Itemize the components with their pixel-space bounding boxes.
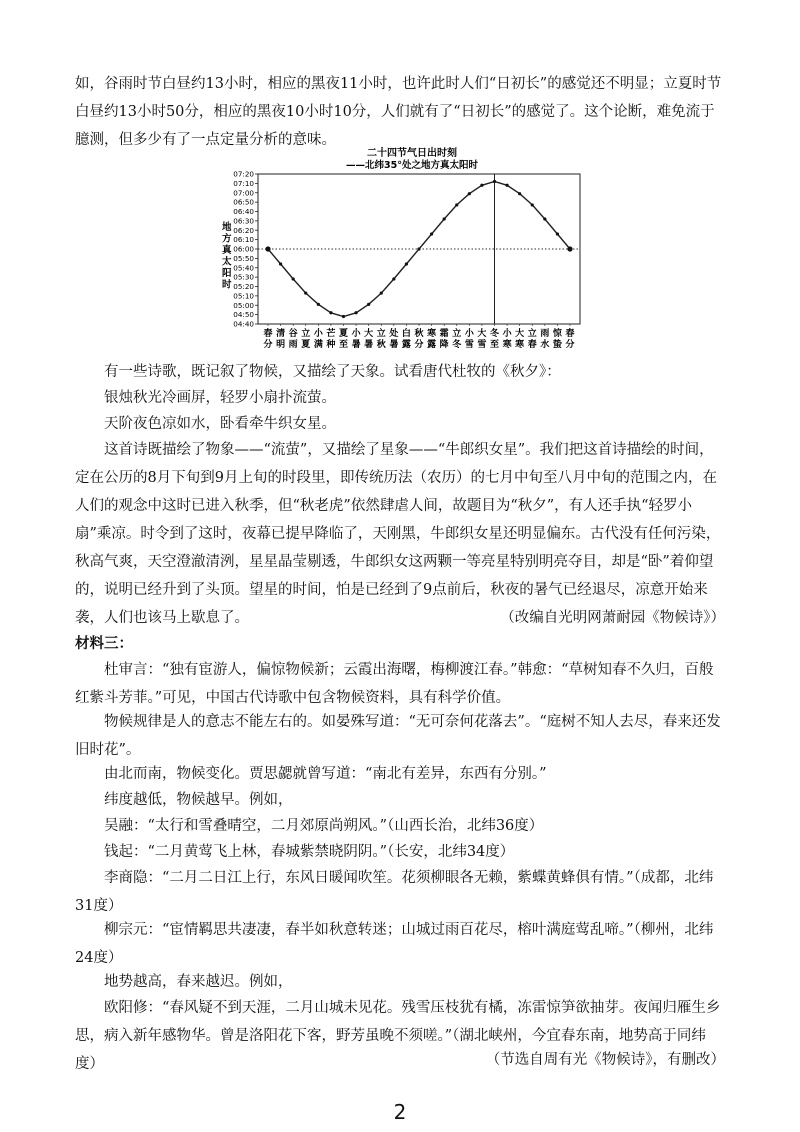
- data-point: [430, 232, 433, 235]
- m3-paragraph-1: 杜审言：“独有宦游人，偏惊物候新；云霞出海曙，梅柳渡江春。”韩愈：“草树知春不久归，百般红紫斗芳菲。”可见，中国古代诗歌中包含物候资料，具有科学价值。: [75, 662, 714, 706]
- poem-intro: 有一些诗歌，既记叙了物候，又描绘了天象。试看唐代杜牧的《秋夕》：: [104, 364, 561, 380]
- y-tick-label: 06:30: [233, 216, 254, 226]
- y-tick-label: 05:30: [233, 272, 254, 282]
- data-point: [480, 184, 483, 187]
- x-category-label: 芒种: [326, 329, 336, 350]
- y-tick-label: 04:40: [233, 319, 254, 329]
- source-2: （节选自周有光《物候诗》，有删改）: [485, 1052, 725, 1068]
- x-category-label: 雨水: [540, 329, 550, 350]
- x-category-label: 大暑: [364, 329, 374, 350]
- data-point: [279, 262, 282, 265]
- x-category-label: 夏至: [338, 329, 349, 350]
- y-tick-label: 07:20: [233, 169, 254, 179]
- y-tick-label: 05:40: [233, 263, 254, 273]
- x-category-label: 小满: [313, 329, 323, 350]
- data-point: [317, 303, 320, 306]
- data-point: [443, 217, 446, 220]
- y-ticks: [233, 170, 258, 329]
- data-point: [518, 192, 521, 195]
- x-category-label: 立秋: [376, 329, 386, 350]
- y-tick-label: 06:40: [233, 207, 254, 216]
- y-axis-label: 地方真太阳时: [222, 222, 232, 291]
- poem-line-2: 天阶夜色凉如水，卧看牵牛织女星。: [104, 416, 336, 432]
- data-point: [493, 180, 496, 183]
- m3-paragraph-2: 物候规律是人的意志不能左右的。如晏殊写道：“无可奈何花落去”。“庭树不知人去尽，春来还发旧时花”。: [75, 714, 721, 758]
- m3-paragraph-4: 纬度越低，物候越早。例如，: [104, 792, 293, 808]
- sunrise-chart-svg: [212, 144, 592, 356]
- x-category-label: 谷雨: [288, 329, 298, 350]
- x-category-label: 春分: [565, 329, 575, 350]
- m3-paragraph-8: 柳宗元：“宦情羁思共凄凄，春半如秋意转迷；山城过雨百花尽，榕叶满庭莺乱啼。”（柳州，北纬24度）: [75, 922, 714, 966]
- y-tick-label: 04:50: [233, 310, 254, 320]
- chart-subtitle: ——北纬35°处之地方真太阳时: [346, 160, 478, 171]
- page-number: 2: [393, 1100, 407, 1124]
- x-category-label: 秋分: [414, 329, 424, 350]
- y-tick-label: 05:50: [233, 253, 254, 263]
- x-category-label: 大雪: [477, 329, 487, 350]
- data-point: [468, 192, 471, 195]
- m3-paragraph-9: 地势越高，春来越迟。例如，: [104, 974, 293, 990]
- x-category-label: 立春: [527, 329, 537, 350]
- poem-line-1: 银烛秋光冷画屏，轻罗小扇扑流萤。: [104, 390, 336, 406]
- paragraph-top: 如，谷雨时节白昼约13小时，相应的黑夜11小时，也许此时人们“日初长”的感觉还不明显；立夏时节白昼约13小时50分，相应的黑夜10小时10分，人们就有了“日初长”的感觉了。这个论断，难免流于臆测，但多少有了一点定量分析的意味。: [75, 76, 722, 148]
- data-point: [543, 217, 546, 220]
- x-category-label: 春分: [263, 329, 273, 350]
- data-point: [380, 291, 383, 294]
- data-point: [367, 303, 370, 306]
- x-category-label: 小暑: [351, 329, 361, 350]
- x-category-label: 寒露: [427, 329, 437, 350]
- x-category-label: 立冬: [452, 329, 462, 350]
- x-category-label: 白露: [401, 329, 411, 350]
- m3-paragraph-5: 吴融：“太行和雪叠晴空，二月郊原尚朔风。”（山西长治，北纬36度）: [104, 818, 544, 834]
- data-point: [531, 203, 534, 206]
- x-category-label: 立夏: [301, 329, 311, 350]
- data-point: [567, 246, 572, 251]
- poem-analysis: 这首诗既描绘了物象——“流萤”，又描绘了星象——“牛郎织女星”。我们把这首诗描绘的时间，定在公历的8月下旬到9月上旬的时段里，即传统历法（农历）的七月中旬至八月中旬的范围之内，在人们的观念中这时已进入秋季，但“秋老虎”依然肆虐人间，故题目为“秋夕”，有人还手执“轻罗小扇”乘凉。时令到了这时，夜幕已提早降临了，天刚黑，牛郎织女星还明显偏东。古代没有任何污染，秋高气爽，天空澄澈清洌，星星晶莹剔透，牛郎织女这两颗一等亮星特别明亮夺目，却是“卧”着仰望的，说明已经升到了头顶。望星的时间，怕是已经到了9点前后，秋夜的暑气已经退尽，凉意开始来袭，人们也该马上歇息了。: [75, 442, 721, 626]
- x-categories: [262, 324, 574, 350]
- x-category-label: 小寒: [502, 329, 512, 350]
- m3-paragraph-10: 欧阳修：“春风疑不到天涯，二月山城未见花。残雪压枝犹有橘，冻雷惊笋欲抽芽。夜闻归雁生乡思，病入新年感物华。曾是洛阳花下客，野芳虽晚不须嗟。”（湖北峡州，今宜春东南，地势高于同纬度）: [75, 1000, 721, 1072]
- data-point: [342, 315, 345, 318]
- data-point: [354, 311, 357, 314]
- data-point: [405, 262, 408, 265]
- y-tick-label: 06:20: [233, 225, 254, 235]
- data-point: [265, 246, 270, 251]
- data-point: [455, 203, 458, 206]
- x-category-label: 小雪: [464, 329, 474, 350]
- data-point: [417, 247, 420, 250]
- data-point: [329, 311, 332, 314]
- x-category-label: 霜降: [439, 329, 449, 350]
- m3-paragraph-7: 李商隐：“二月二日江上行，东风日暖闻吹笙。花须柳眼各无赖，紫蝶黄蜂俱有情。”（成都，北纬31度）: [75, 870, 714, 914]
- data-point: [505, 184, 508, 187]
- m3-paragraph-3: 由北而南，物候变化。贾思勰就曾写道：“南北有差异，东西有分别。”: [104, 766, 547, 782]
- x-category-label: 清明: [276, 329, 286, 350]
- y-tick-label: 06:00: [233, 244, 254, 254]
- chart-title: 二十四节气日出时刻: [367, 148, 457, 159]
- y-tick-label: 05:10: [233, 291, 254, 301]
- y-tick-label: 05:20: [233, 282, 254, 291]
- x-category-label: 处暑: [389, 329, 399, 350]
- x-category-label: 惊蛰: [552, 329, 562, 350]
- y-tick-label: 07:00: [233, 188, 254, 198]
- data-point: [392, 277, 395, 280]
- m3-paragraph-6: 钱起：“二月黄莺飞上林，春城紫禁晓阴阴。”（长安，北纬34度）: [104, 844, 515, 860]
- material3-heading: 材料三：: [75, 635, 133, 652]
- y-tick-label: 06:50: [233, 197, 254, 207]
- data-point: [304, 291, 307, 294]
- x-category-label: 大寒: [515, 329, 525, 350]
- source-1: （改编自光明网萧耐园《物候诗》）: [500, 610, 725, 626]
- y-tick-label: 07:10: [233, 178, 254, 188]
- data-point: [556, 232, 559, 235]
- data-point: [292, 277, 295, 280]
- x-category-label: 冬至: [489, 329, 500, 350]
- sunrise-chart: [212, 144, 592, 356]
- y-tick-label: 05:00: [233, 300, 254, 310]
- y-tick-label: 06:10: [233, 235, 254, 245]
